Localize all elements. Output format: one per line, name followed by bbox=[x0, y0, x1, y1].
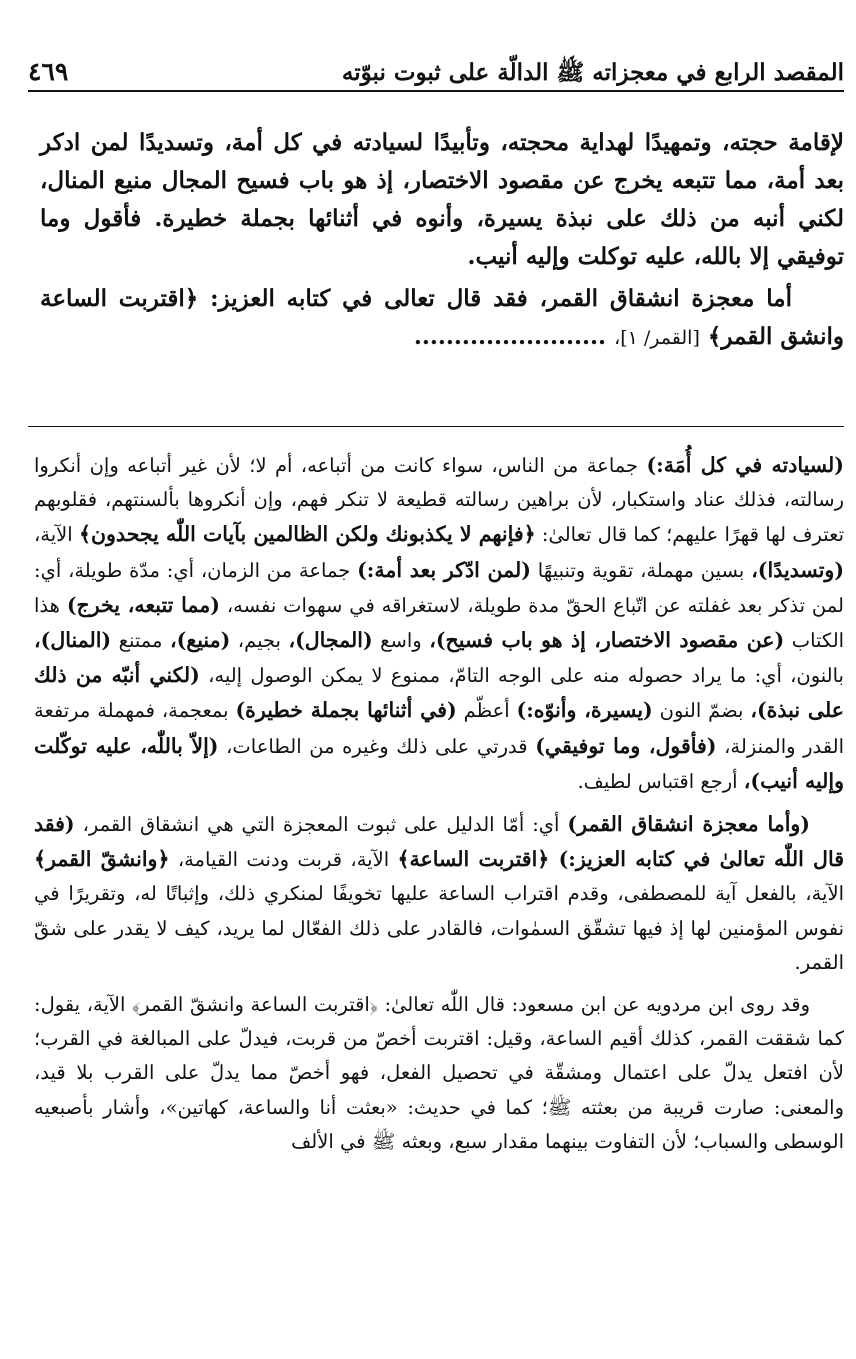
footnote-divider bbox=[28, 426, 844, 427]
commentary-text: بالنون، أي: ما يراد حصوله منه على الوجه التامّ، ممنوع لا يمكن الوصول إليه، bbox=[208, 664, 844, 688]
commentary-lemma: (مما تتبعه، يخرج) bbox=[66, 592, 220, 617]
quran-verse: ﴿اقتربت الساعة وانشق القمر﴾ bbox=[40, 285, 844, 350]
commentary-text: الآية، قربت ودنت القيامة، bbox=[177, 848, 390, 872]
commentary-paragraph bbox=[34, 988, 844, 1159]
commentary-text: وقد روى ابن مردويه عن ابن مسعود: قال اللّٰه تعالىٰ: ﴿اقتربت الساعة وانشقّ القمر﴾ الآية، يقول: كما شققت القمر، كذلك أقيم الساعة، وقيل: اقتربت أخصّ من قربت، فيدلّ على المبالغة في القرب؛ لأن افتعل يدلّ على اعتمال ومشقّة في تحصيل الفعل، فهو أخصّ مما يدلّ على القرب بلا قيد، والمعنى: صارت قريبة من بعثته ﷺ؛ كما في حديث: «بعثت أنا والساعة، كهاتين»، وأشار بأصبعيه الوسطى والسباب؛ لأن التفاوت بينهما مقدار سبع، وبعثه ﷺ في الألف bbox=[34, 993, 844, 1153]
commentary-lemma: (لكني أنبّه من ذلك على نبذة)، bbox=[34, 663, 844, 723]
commentary-lemma: (لمن ادّكر بعد أمة:) bbox=[357, 557, 531, 582]
commentary-lemma: (فقد قال اللّٰه تعالىٰ في كتابه العزيز:) ﴿اقتربت الساعة﴾ bbox=[34, 812, 844, 872]
verse-reference: [القمر/ ١]، bbox=[614, 327, 700, 349]
commentary-lemma: (المجال)، bbox=[288, 628, 373, 653]
commentary-text: قدرتي على ذلك وغيره من الطاعات، bbox=[226, 734, 528, 758]
commentary-text: بسين مهملة، تقوية وتنبيهًا bbox=[537, 558, 745, 582]
commentary-lemma: (في أثنائها بجملة خطيرة) bbox=[235, 698, 457, 723]
commentary-lemma: (وأما معجزة انشقاق القمر) bbox=[567, 812, 811, 837]
commentary-lemma: (منيع)، bbox=[170, 628, 231, 653]
commentary-text: واسع bbox=[380, 629, 422, 653]
commentary bbox=[34, 448, 844, 1167]
commentary-text: ممتنع bbox=[118, 629, 163, 653]
commentary-text: أعظّم bbox=[463, 699, 510, 723]
quran-verse: ﴿فإنهم لا يكذبونك ولكن الظالمين بآيات اللّٰه يجحدون﴾ bbox=[78, 522, 536, 547]
commentary-text: بمعجمة، فمهملة مرتفعة القدر والمنزلة، bbox=[34, 699, 845, 758]
commentary-lemma: (المنال)، bbox=[34, 628, 112, 653]
commentary-text: أرجع اقتباس لطيف. bbox=[577, 769, 738, 793]
main-paragraph bbox=[40, 280, 844, 357]
commentary-lemma: (وتسديدًا)، bbox=[751, 557, 845, 582]
commentary-paragraph bbox=[34, 448, 844, 799]
page-number: ٤٦٩ bbox=[28, 57, 69, 86]
commentary-text: بضمّ النون bbox=[659, 699, 744, 723]
commentary-text: بجيم، bbox=[237, 629, 281, 653]
commentary-lemma: (يسيرة، وأنوّه:) bbox=[516, 698, 653, 723]
commentary-lemma: (فأقول، وما توفيقي) bbox=[535, 733, 717, 758]
ellipsis-dots: ........................ bbox=[413, 323, 607, 350]
chapter-title: المقصد الرابع في معجزاته ﷺ الدالّة على ثبوت نبوّته bbox=[341, 59, 844, 86]
commentary-text: جماعة من الزمان، أي: مدّة طويلة، أي: لمن تذكر بعد غفلته عن اتّباع الحقّ مدة طويلة، لاستغراقه في سهوات نفسه، bbox=[34, 558, 844, 617]
main-paragraph-intro: أما معجزة انشقاق القمر، فقد قال تعالى في كتابه العزيز: bbox=[210, 285, 793, 312]
commentary-text: الآية، بالفعل آية للمصطفى، وقدم اقتراب الساعة عليها تخويفًا لمنكري ذلك، وإثباتًا له، وتقريرًا في نفوس المؤمنين لها إذ فيها تشقّق السمٰوات، فالقادر على ذلك الفعّال لما يريد، كيف لا يقدر على شقّ القمر. bbox=[34, 882, 844, 974]
commentary-text: الآية، bbox=[34, 523, 73, 547]
main-text bbox=[40, 124, 844, 357]
commentary-lemma: (لسيادته في كل أُمَة:) bbox=[646, 453, 844, 477]
commentary-lemma: (عن مقصود الاختصار، إذ هو باب فسيح)، bbox=[429, 628, 785, 653]
commentary-text: أي: أمّا الدليل على ثبوت المعجزة التي هي انشقاق القمر، bbox=[82, 813, 560, 837]
quran-verse: ﴿وانشقّ القمر﴾ bbox=[34, 847, 170, 872]
running-head bbox=[28, 52, 844, 92]
commentary-text: هذا الكتاب bbox=[34, 593, 845, 653]
commentary-paragraph bbox=[34, 807, 844, 980]
commentary-lemma: (إلاّ باللّٰه، عليه توكّلت وإليه أنيب)، bbox=[34, 733, 844, 793]
commentary-text: جماعة من الناس، سواء كانت من أتباعه، أم لا؛ لأن غير أتباعه وإن أنكروا رسالته، فذلك عناد واستكبار، لأن براهين رسالته قطيعة لا تنكر فهم، وإن أنكروها بألسنتهم، فقلوبهم تعترف لها قهرًا عليهم؛ كما قال تعالىٰ: bbox=[34, 454, 845, 547]
main-paragraph: لإقامة حجته، وتمهيدًا لهداية محجته، وتأبيدًا لسيادته في كل أمة، وتسديدًا لمن ادكر بعد أمة، مما تتبعه يخرج عن مقصود الاختصار، إذ هو باب فسيح المجال منيع المنال، لكني أنبه من ذلك على نبذة يسيرة، وأنوه في أثنائها بجملة خطيرة. فأقول وما توفيقي إلا بالله، عليه توكلت وإليه أنيب. bbox=[40, 129, 844, 270]
